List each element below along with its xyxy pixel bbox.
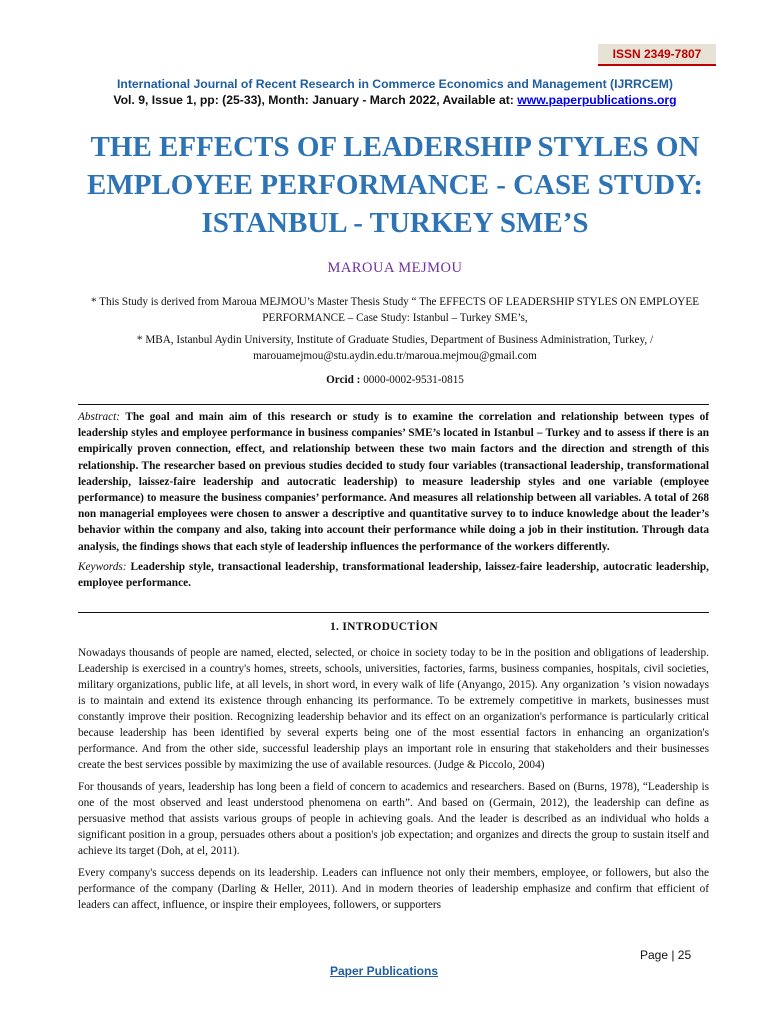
abstract-label: Abstract: [78, 411, 121, 423]
orcid-label: Orcid : [326, 374, 361, 386]
journal-url-link[interactable]: www.paperpublications.org [517, 93, 677, 107]
divider-bottom [78, 612, 709, 613]
page-number: Page | 25 [640, 948, 692, 962]
paper-title: THE EFFECTS OF LEADERSHIP STYLES ON EMPLOYEE PERFORMANCE - CASE STUDY: ISTANBUL - TURKEY SME’S [86, 131, 704, 239]
body-paragraph: Nowadays thousands of people are named, elected, selected, or choice in society today to be in the position and obligations of leadership. Leadership is exercised in a country's homes, streets, schools, universities, factories, farms, business companies, hospitals, civil societies, military organizations, public life, at all levels, in short word, in every walk of life (Anyango, 2015). Any organization ’s vision nowadays is to maintain and extend its existence through enhancing its performance. To be extremely competitive in markets, businesses must constantly improve their position. Recognizing leadership behavior and its effect on an organization's performance is particularly critical because leadership has been identified by several experts being one of the most essential factors in enhancing an organization's performance. And from the other side, successful leadership plays an important role in ensuring that stakeholders and their businesses create the best services possible by maximizing the use of available resources. (Judge & Piccolo, 2004) [78, 647, 709, 771]
journal-volume-line [40, 92, 750, 108]
abstract-paragraph [78, 409, 709, 555]
body-paragraph: For thousands of years, leadership has long been a field of concern to academics and researchers. Based on (Burns, 1978), “Leadership is one of the most observed and least understood phenomena on earth”. And based on (Germain, 2012), the leadership can define as persuasive method that assists various groups of people in achieving goals. And the leader is described as an individual who holds a significant position in a group, persuades others about a position's job expectation; and organizes and directs the group to sustain itself and achieve its target (Doh, at el, 2011). [78, 781, 709, 857]
section-heading: 1. INTRODUCTİON [329, 621, 438, 633]
author-name: MAROUA MEJMOU [327, 260, 463, 276]
abstract-text: The goal and main aim of this research or study is to examine the correlation and relationship between types of leadership styles and employee performance in business companies’ SME’s located in Istanbul – Turkey and to assess if there is an empirically proven connection, effect, and relationship between these two main factors and the direction and strength of this relationship. The researcher based on previous studies decided to study four variables (transactional leadership, transformational leadership, laissez-faire leadership and autocratic leadership) to measure leadership styles and one variable (employee performance) to measure the business companies’ performance. And measures all relationship between all variables. A total of 268 non managerial employees were chosen to answer a descriptive and quantitative survey to to induce knowledge about the leader’s behavior within the company and also, taking into account their performance while doing a job in their institution. Through data analysis, the findings shows that each style of leadership influences the performance of the workers differently. [78, 411, 710, 553]
keywords-paragraph [78, 559, 709, 591]
issn-badge: ISSN 2349-7807 [598, 44, 716, 66]
keywords-text: Leadership style, transactional leadership, transformational leadership, laissez-faire leadership, autocratic leadership, employee performance. [78, 560, 709, 590]
affiliation-note: * MBA, Istanbul Aydin University, Institute of Graduate Studies, Department of Business Administration, Turkey, / marouamejmou@stu.aydin.edu.tr/maroua.mejmou@gmail.com [136, 334, 654, 362]
body-paragraph: Every company's success depends on its leadership. Leaders can influence not only their members, employee, or followers, but also the performance of the company (Darling & Heller, 2011). And in modern theories of leadership emphasize and confirm that efficient of leaders can affect, influence, or inspire their employees, followers, or supporters [78, 867, 709, 911]
publisher-footer[interactable]: Paper Publications [329, 964, 439, 978]
thesis-note: * This Study is derived from Maroua MEJMOU’s Master Thesis Study “ The EFFECTS OF LEADERSHIP STYLES ON EMPLOYEE PERFORMANCE – Case Study: Istanbul – Turkey SME’s, [90, 296, 700, 324]
journal-header [40, 76, 750, 108]
body-text [78, 645, 709, 919]
volume-text: Vol. 9, Issue 1, pp: (25-33), Month: January - March 2022, Available at: [113, 93, 514, 107]
orcid-line [70, 372, 720, 388]
abstract-block [78, 409, 709, 591]
journal-name: International Journal of Recent Research in Commerce Economics and Management (IJRRCEM) [116, 77, 673, 91]
keywords-label: Keywords: [78, 560, 127, 573]
divider-top [78, 404, 709, 405]
orcid-value: 0000-0002-9531-0815 [363, 374, 464, 386]
